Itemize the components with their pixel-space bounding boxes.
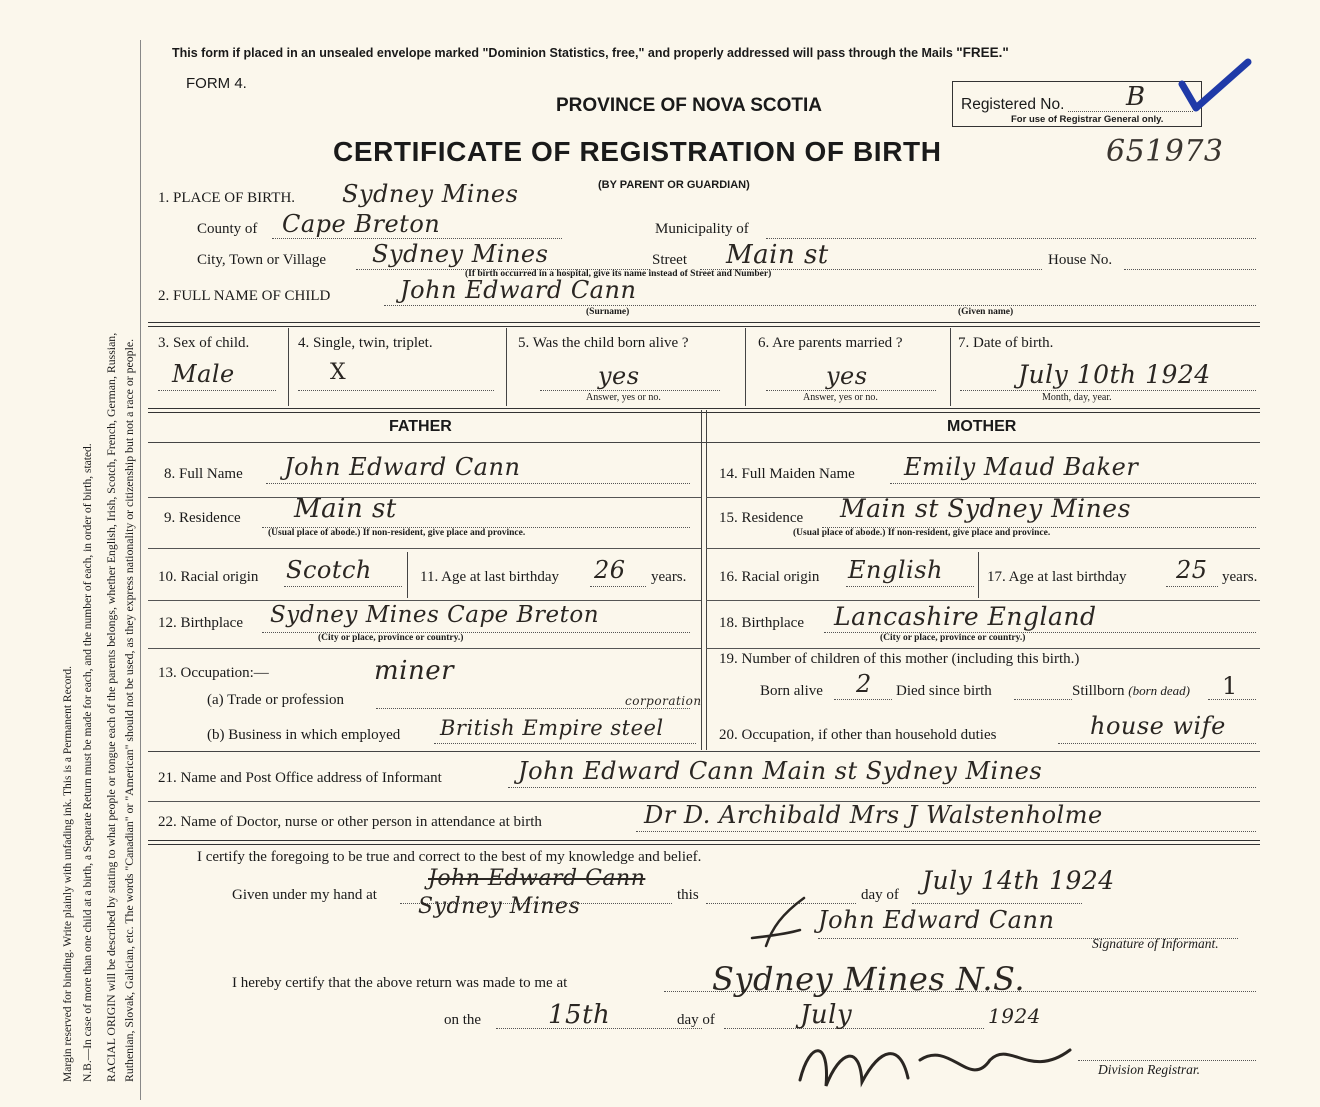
mother-birthplace-label: 18. Birthplace (719, 615, 804, 631)
registered-value: B (1126, 82, 1146, 112)
born-alive-value[interactable]: yes (598, 362, 640, 390)
father-heading: FATHER (389, 418, 452, 435)
married-answer-note: Answer, yes or no. (803, 392, 878, 403)
city-label: City, Town or Village (197, 252, 327, 268)
certify-statement: I certify the foregoing to be true and correct to the best of my knowledge and belief. (197, 849, 702, 865)
father-birthplace-label: 12. Birthplace (158, 615, 243, 631)
father-birthplace-value[interactable]: Sydney Mines Cape Breton (270, 602, 600, 628)
father-age-label: 11. Age at last birthday (420, 569, 559, 585)
certificate-title: CERTIFICATE OF REGISTRATION OF BIRTH (333, 136, 942, 167)
father-name-value[interactable]: John Edward Cann (284, 453, 521, 481)
father-racial-origin-label: 10. Racial origin (158, 569, 259, 585)
alive-answer-note: Answer, yes or no. (586, 392, 661, 403)
dob-label: 7. Date of birth. (958, 335, 1054, 351)
return-year-value[interactable]: 1924 (988, 1004, 1041, 1028)
given-name-note: (Given name) (958, 307, 1014, 317)
mother-heading: MOTHER (947, 418, 1017, 435)
mother-occupation-label: 20. Occupation, if other than household duties (719, 727, 997, 743)
informant-signature-flourish (742, 894, 812, 950)
postal-notice: This form if placed in an unsealed envelope marked "Dominion Statistics, free," and properly addressed will pass through the Mails "FREE." (172, 45, 1009, 60)
return-day-value[interactable]: 15th (548, 1000, 611, 1030)
parents-married-value[interactable]: yes (826, 362, 868, 390)
county-label: County of (197, 221, 258, 237)
this-label: this (677, 887, 699, 903)
on-the-label: on the (444, 1012, 482, 1028)
father-name-label: 8. Full Name (164, 466, 243, 482)
given-place-value[interactable]: Sydney Mines (418, 894, 581, 919)
informant-signature[interactable]: John Edward Cann (818, 906, 1055, 934)
father-occupation-value[interactable]: miner (374, 656, 455, 686)
born-alive-count-label: Born alive (760, 683, 823, 699)
given-struck-name: John Edward Cann (428, 866, 646, 891)
father-business-value[interactable]: British Empire steel (440, 716, 664, 740)
born-alive-label: 5. Was the child born alive ? (518, 335, 689, 351)
given-under-hand-label: Given under my hand at (232, 887, 377, 903)
mother-age-value[interactable]: 25 (1176, 556, 1208, 584)
child-name-value[interactable]: John Edward Cann (400, 276, 637, 304)
day-of-label: day of (861, 887, 899, 903)
mother-residence-value[interactable]: Main st Sydney Mines (840, 494, 1131, 523)
father-residence-label: 9. Residence (164, 510, 241, 526)
dob-note: Month, day, year. (1042, 392, 1112, 403)
father-business-insert[interactable]: corporation (625, 694, 702, 708)
mother-birthplace-value[interactable]: Lancashire England (834, 602, 1097, 631)
died-since-birth-label: Died since birth (896, 683, 992, 699)
sex-label: 3. Sex of child. (158, 335, 250, 351)
parents-married-label: 6. Are parents married ? (758, 335, 903, 351)
margin-note-racial-origin-1: RACIAL ORIGIN will be described by stating to what people or tongue each of the parents belongs, whether English, Irish, Scotch, French, German, Russian, (104, 332, 118, 1082)
margin-note-multiple-births: N.B.—In case of more than one child at a birth, a Separate Return must be made for each, and the number of each, in order of birth, stated. (82, 443, 94, 1082)
mother-residence-label: 15. Residence (719, 510, 804, 526)
city-value[interactable]: Sydney Mines (372, 240, 549, 268)
stillborn-label: Stillborn (born dead) (1072, 683, 1191, 699)
checkmark-icon (1178, 58, 1254, 118)
mother-abode-note: (Usual place of abode.) If non-resident, give place and province. (793, 528, 1051, 538)
father-age-value[interactable]: 26 (594, 556, 626, 584)
father-residence-value[interactable]: Main st (294, 494, 397, 524)
mother-racial-origin-label: 16. Racial origin (719, 569, 820, 585)
margin-note-binding: Margin reserved for binding. Write plainly with unfading ink. This is a Permanent Record. (62, 665, 74, 1082)
mother-age-label: 17. Age at last birthday (987, 569, 1127, 585)
father-occupation-label: 13. Occupation:— (158, 665, 269, 681)
house-no-label: House No. (1048, 252, 1113, 268)
place-of-birth-label: 1. PLACE OF BIRTH. (158, 190, 296, 206)
dob-value[interactable]: July 10th 1924 (1018, 360, 1211, 389)
surname-note: (Surname) (586, 307, 630, 317)
given-date-value[interactable]: July 14th 1924 (922, 866, 1115, 895)
mother-name-label: 14. Full Maiden Name (719, 466, 855, 482)
father-racial-origin-value[interactable]: Scotch (286, 556, 372, 584)
street-label: Street (652, 252, 687, 268)
plurality-value[interactable]: X (330, 360, 347, 385)
registrar-use-note: For use of Registrar General only. (1011, 114, 1164, 125)
informant-value[interactable]: John Edward Cann Main st Sydney Mines (518, 757, 1043, 785)
mother-birthplace-note: (City or place, province or country.) (880, 633, 1026, 643)
certificate-number: 651973 (1106, 134, 1224, 169)
street-value[interactable]: Main st (726, 240, 829, 270)
registrar-signature-icon (790, 1030, 1090, 1100)
hospital-note: (If birth occurred in a hospital, give its name instead of Street and Number) (465, 269, 772, 279)
certificate-subtitle: (BY PARENT OR GUARDIAN) (598, 179, 750, 191)
mother-name-value[interactable]: Emily Maud Baker (904, 453, 1139, 481)
born-alive-count-value[interactable]: 2 (856, 670, 872, 698)
sex-value[interactable]: Male (172, 360, 235, 388)
father-age-years: years. (651, 569, 687, 585)
child-name-label: 2. FULL NAME OF CHILD (158, 288, 331, 304)
business-label: (b) Business in which employed (207, 727, 401, 743)
children-count-label: 19. Number of children of this mother (including this birth.) (719, 651, 1080, 667)
division-registrar-label: Division Registrar. (1098, 1062, 1201, 1077)
father-birthplace-note: (City or place, province or country.) (318, 633, 464, 643)
trade-label: (a) Trade or profession (207, 692, 345, 708)
province-heading: PROVINCE OF NOVA SCOTIA (556, 95, 823, 116)
municipality-label: Municipality of (655, 221, 749, 237)
place-of-birth-value[interactable]: Sydney Mines (342, 180, 519, 208)
plurality-label: 4. Single, twin, triplet. (298, 335, 433, 351)
mother-age-years: years. (1222, 569, 1258, 585)
doctor-label: 22. Name of Doctor, nurse or other person in attendance at birth (158, 814, 542, 830)
form-number: FORM 4. (186, 75, 247, 92)
margin-note-racial-origin-2: Ruthenian, Slovak, Galician, etc. The words "Canadian" or "American" should not be used, as they express nationality or citizenship but not a race or people. (122, 338, 136, 1082)
informant-signature-label: Signature of Informant. (1092, 936, 1219, 951)
county-value[interactable]: Cape Breton (282, 210, 441, 238)
return-made-label: I hereby certify that the above return was made to me at (232, 975, 568, 991)
day-of-label-2: day of (677, 1012, 715, 1028)
informant-label: 21. Name and Post Office address of Informant (158, 770, 442, 786)
stillborn-count-value[interactable]: 1 (1222, 672, 1238, 700)
mother-racial-origin-value[interactable]: English (848, 556, 943, 584)
return-month-value[interactable]: July (800, 1000, 853, 1030)
father-abode-note: (Usual place of abode.) If non-resident, give place and province. (268, 528, 526, 538)
mother-occupation-value[interactable]: house wife (1090, 712, 1226, 740)
registered-label: Registered No. (961, 96, 1065, 113)
doctor-value[interactable]: Dr D. Archibald Mrs J Walstenholme (644, 801, 1103, 829)
return-place-value[interactable]: Sydney Mines N.S. (712, 960, 1025, 998)
